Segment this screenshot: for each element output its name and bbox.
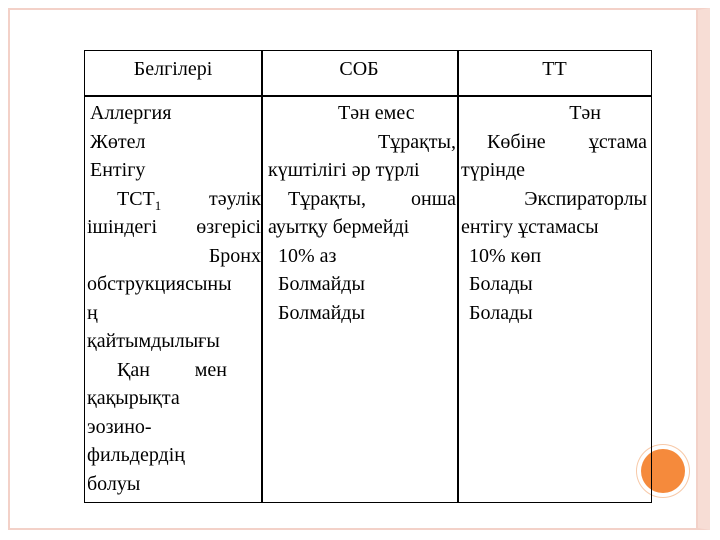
tt-pef-line1: Экспираторлы bbox=[524, 188, 647, 210]
feature-reversibility-line2: обструкциясыны bbox=[87, 273, 232, 295]
feature-reversibility-line3: ң bbox=[87, 302, 98, 324]
feature-pef-line1: $ТСТ_1$ тәулік bbox=[117, 188, 261, 213]
sob-reversibility: 10% аз bbox=[278, 245, 337, 267]
comparison-table bbox=[84, 50, 652, 503]
tt-reversibility-2: Болады bbox=[469, 273, 533, 295]
sob-pef-line2: ауытқу бермейді bbox=[268, 216, 410, 238]
feature-eosinophils-line1: Қан мен bbox=[117, 359, 227, 381]
tt-pef-line2: ентігу ұстамасы bbox=[461, 216, 599, 238]
tt-allergy: Тән bbox=[569, 102, 601, 124]
header-divider bbox=[85, 95, 651, 97]
feature-eosinophils-line5: болуы bbox=[87, 473, 141, 495]
sob-reversibility-2: Болмайды bbox=[278, 273, 365, 295]
tt-eosinophils: Болады bbox=[469, 302, 533, 324]
feature-dyspnea: Ентігу bbox=[90, 159, 146, 181]
feature-eosinophils-line3: эозино- bbox=[87, 416, 152, 438]
header-tt: ТТ bbox=[542, 58, 567, 80]
feature-allergy: Аллергия bbox=[90, 102, 172, 124]
sob-cough-line2: күштілігі әр түрлі bbox=[268, 159, 420, 181]
header-sob: СОБ bbox=[339, 58, 379, 80]
feature-eosinophils-line4: фильдердің bbox=[87, 444, 185, 466]
feature-pef-line2: ішіндегі өзгерісі bbox=[87, 216, 261, 238]
feature-reversibility-line1: Бронх bbox=[208, 245, 261, 267]
feature-cough: Жөтел bbox=[90, 131, 146, 153]
slide-frame-accent bbox=[696, 8, 698, 530]
sob-eosinophils: Болмайды bbox=[278, 302, 365, 324]
column-divider bbox=[261, 51, 263, 502]
sob-allergy: Тән емес bbox=[338, 102, 415, 124]
tt-cough-line2: түрінде bbox=[461, 159, 526, 181]
tt-cough-line1: Көбіне ұстама bbox=[487, 131, 647, 153]
header-features: Белгілері bbox=[133, 58, 213, 80]
feature-eosinophils-line2: қақырықта bbox=[87, 387, 180, 409]
sob-pef-line1: Тұрақты, онша bbox=[288, 188, 456, 210]
sob-cough-line1: Тұрақты, bbox=[378, 131, 456, 153]
feature-reversibility-line4: қайтымдылығы bbox=[87, 330, 220, 352]
tt-reversibility: 10% көп bbox=[469, 245, 542, 267]
